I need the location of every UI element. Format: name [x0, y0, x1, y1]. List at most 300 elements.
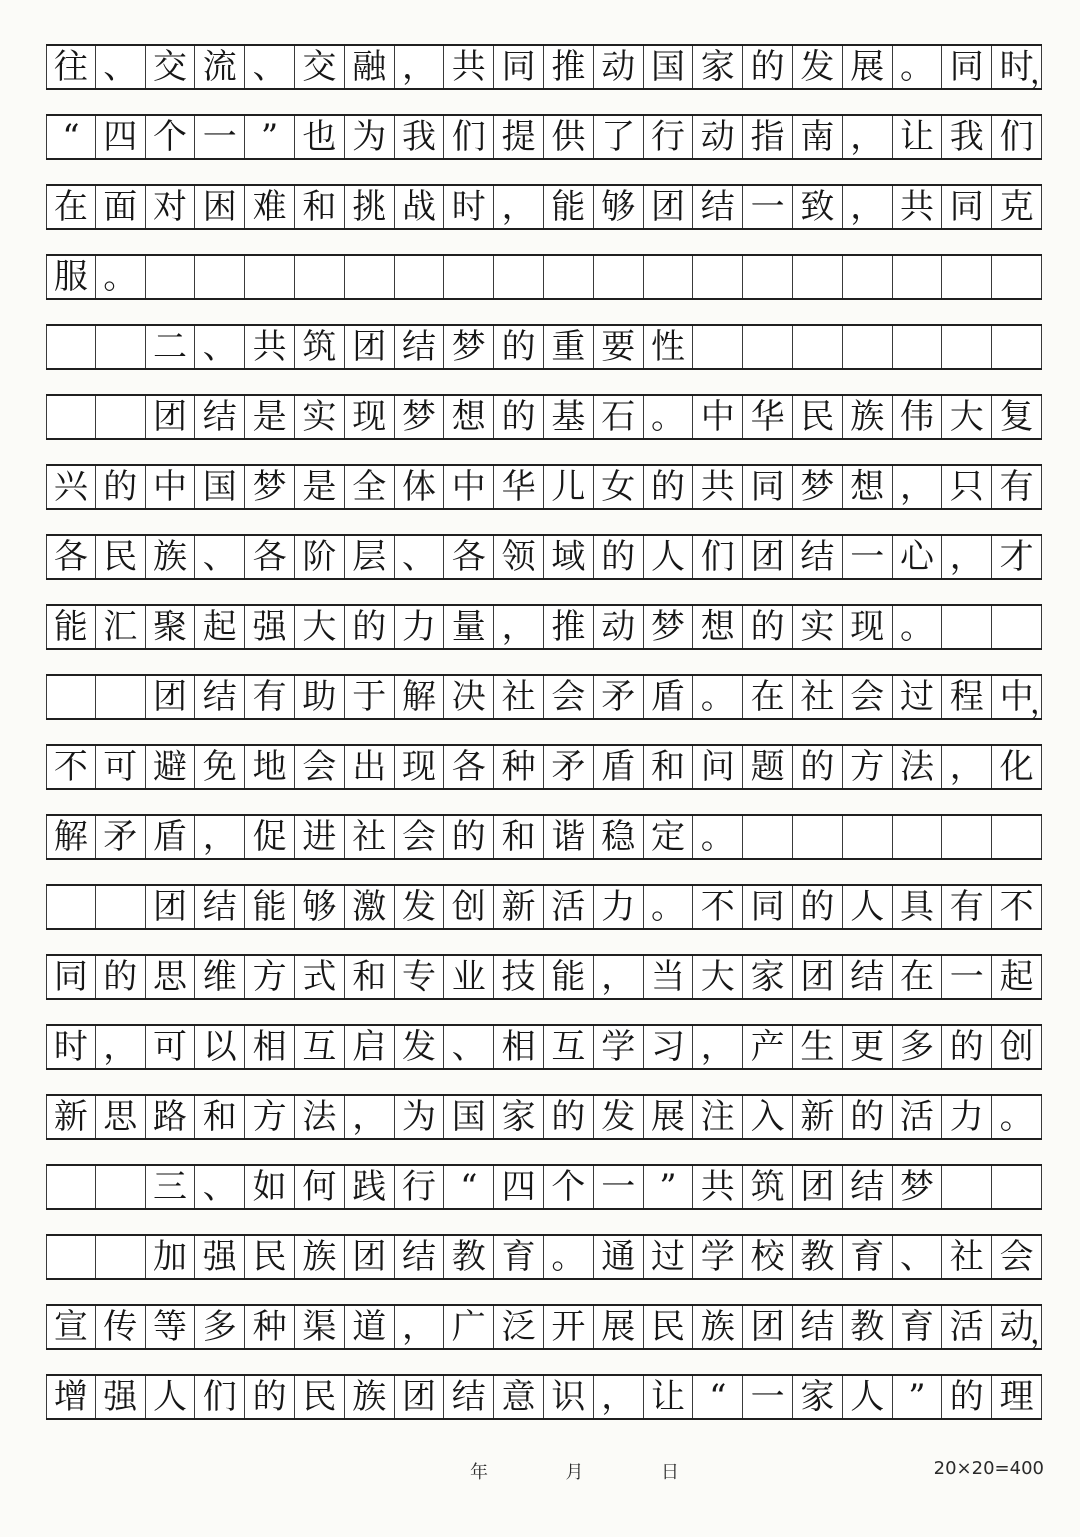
overflow-punctuation: ，	[1030, 56, 1060, 91]
grid-cell: 的	[793, 746, 843, 788]
grid-cell: 强	[96, 1376, 146, 1418]
grid-cell	[843, 326, 893, 368]
year-label: 年	[470, 1462, 490, 1483]
grid-cell: 教	[793, 1236, 843, 1278]
grid-cell: 战	[395, 186, 445, 228]
grid-cell: 于	[345, 676, 395, 718]
grid-cell: 在	[743, 676, 793, 718]
grid-cell: 有	[942, 886, 992, 928]
grid-cell	[992, 606, 1042, 648]
grid-cell: 注	[693, 1096, 743, 1138]
grid-cell: 复	[992, 396, 1042, 438]
grid-cell: 个	[544, 1166, 594, 1208]
grid-cell: 结	[793, 1306, 843, 1348]
grid-cell: 团	[146, 886, 196, 928]
grid-cell: 的	[843, 1096, 893, 1138]
grid-cell	[96, 396, 146, 438]
grid-cell: 梦	[793, 466, 843, 508]
grid-cell: 会	[843, 676, 893, 718]
grid-cell: 民	[96, 536, 146, 578]
grid-cell: 化	[992, 746, 1042, 788]
grid-cell: 团	[793, 956, 843, 998]
grid-cell: 会	[544, 676, 594, 718]
grid-cell: 能	[46, 606, 96, 648]
grid-cell: 多	[893, 1026, 943, 1068]
grid-cell: 增	[46, 1376, 96, 1418]
grid-cell: 提	[494, 116, 544, 158]
grid-cell: ，	[594, 956, 644, 998]
grid-cell: ，	[494, 606, 544, 648]
grid-cell	[992, 816, 1042, 858]
grid-row	[46, 534, 1042, 580]
grid-cell: 产	[743, 1026, 793, 1068]
grid-cell: 全	[345, 466, 395, 508]
grid-cell: 方	[245, 956, 295, 998]
grid-cell: 免	[195, 746, 245, 788]
grid-cell: 汇	[96, 606, 146, 648]
grid-cell	[793, 256, 843, 298]
grid-cell: 同	[942, 186, 992, 228]
grid-cell: 能	[544, 186, 594, 228]
grid-cell: 域	[544, 536, 594, 578]
grid-cell: 大	[295, 606, 345, 648]
grid-cell: 过	[644, 1236, 694, 1278]
grid-cell: 过	[893, 676, 943, 718]
grid-cell	[743, 326, 793, 368]
grid-cell: 式	[295, 956, 345, 998]
grid-cell: 同	[743, 466, 793, 508]
grid-cell: 想	[444, 396, 494, 438]
grid-cell: 有	[245, 676, 295, 718]
grid-cell: 力	[395, 606, 445, 648]
grid-cell: 、	[245, 46, 295, 88]
grid-cell: 一	[743, 186, 793, 228]
grid-cell	[96, 326, 146, 368]
grid-cell: 想	[693, 606, 743, 648]
grid-cell: 交	[295, 46, 345, 88]
grid-cell: 融	[345, 46, 395, 88]
grid-row	[46, 1024, 1042, 1070]
grid-cell: 层	[345, 536, 395, 578]
grid-cell	[893, 816, 943, 858]
grid-cell: 族	[693, 1306, 743, 1348]
grid-cell: 要	[594, 326, 644, 368]
grid-cell: 家	[793, 1376, 843, 1418]
grid-cell	[843, 816, 893, 858]
grid-cell: 人	[843, 886, 893, 928]
grid-cell: 中	[992, 676, 1042, 718]
grid-cell	[843, 256, 893, 298]
grid-cell: 是	[295, 466, 345, 508]
date-line	[470, 1458, 681, 1484]
grid-cell: “	[46, 116, 96, 158]
grid-row	[46, 114, 1042, 160]
grid-cell: 结	[843, 1166, 893, 1208]
grid-cell	[46, 396, 96, 438]
grid-cell: 人	[644, 536, 694, 578]
grid-cell: 和	[644, 746, 694, 788]
grid-cell: 的	[743, 606, 793, 648]
grid-cell	[245, 256, 295, 298]
grid-row	[46, 464, 1042, 510]
grid-cell: 可	[146, 1026, 196, 1068]
grid-cell: 服	[46, 256, 96, 298]
grid-cell: 思	[96, 1096, 146, 1138]
grid-cell: 华	[743, 396, 793, 438]
grid-cell: 一	[843, 536, 893, 578]
grid-cell: 方	[843, 746, 893, 788]
grid-cell: 伟	[893, 396, 943, 438]
grid-cell: 、	[195, 1166, 245, 1208]
grid-cell: 通	[594, 1236, 644, 1278]
grid-cell	[46, 676, 96, 718]
grid-cell: 二	[146, 326, 196, 368]
grid-cell: 出	[345, 746, 395, 788]
grid-cell: 共	[893, 186, 943, 228]
grid-cell: 决	[444, 676, 494, 718]
grid-cell: 学	[594, 1026, 644, 1068]
grid-cell: 时	[46, 1026, 96, 1068]
grid-spec: 20×20=400	[933, 1458, 1044, 1479]
grid-cell: 、	[195, 536, 245, 578]
grid-cell: 盾	[594, 746, 644, 788]
grid-cell: 的	[345, 606, 395, 648]
grid-cell: 强	[195, 1236, 245, 1278]
grid-cell: 民	[295, 1376, 345, 1418]
grid-cell: 结	[195, 676, 245, 718]
grid-cell	[594, 256, 644, 298]
grid-cell: 梦	[395, 396, 445, 438]
grid-cell: 教	[843, 1306, 893, 1348]
grid-cell	[146, 256, 196, 298]
grid-cell: ”	[245, 116, 295, 158]
grid-cell: 动	[594, 46, 644, 88]
grid-cell: 各	[46, 536, 96, 578]
grid-cell: 入	[743, 1096, 793, 1138]
grid-cell: 相	[494, 1026, 544, 1068]
grid-cell: ，	[494, 186, 544, 228]
grid-cell: 现	[395, 746, 445, 788]
grid-cell: 和	[494, 816, 544, 858]
grid-cell: 等	[146, 1306, 196, 1348]
grid-cell: 种	[494, 746, 544, 788]
grid-cell: 阶	[295, 536, 345, 578]
grid-cell	[295, 256, 345, 298]
grid-cell: 不	[693, 886, 743, 928]
grid-cell: 理	[992, 1376, 1042, 1418]
grid-cell: 、	[96, 46, 146, 88]
grid-cell: 家	[743, 956, 793, 998]
grid-cell: 创	[444, 886, 494, 928]
grid-cell	[942, 606, 992, 648]
grid-cell: 往	[46, 46, 96, 88]
grid-cell: 起	[992, 956, 1042, 998]
grid-cell: 一	[195, 116, 245, 158]
grid-cell: 团	[644, 186, 694, 228]
month-label: 月	[565, 1462, 586, 1483]
grid-cell: 现	[843, 606, 893, 648]
grid-cell: 聚	[146, 606, 196, 648]
grid-cell: 指	[743, 116, 793, 158]
grid-cell: 各	[245, 536, 295, 578]
grid-cell: 的	[96, 956, 146, 998]
grid-cell: 当	[644, 956, 694, 998]
grid-cell: 南	[793, 116, 843, 158]
grid-cell: 助	[295, 676, 345, 718]
grid-cell: 强	[245, 606, 295, 648]
grid-cell: 。	[644, 396, 694, 438]
grid-cell	[96, 676, 146, 718]
grid-cell: 传	[96, 1306, 146, 1348]
grid-cell: 们	[195, 1376, 245, 1418]
grid-cell: 也	[295, 116, 345, 158]
grid-cell: “	[693, 1376, 743, 1418]
grid-cell	[693, 256, 743, 298]
grid-cell: 如	[245, 1166, 295, 1208]
grid-cell: 个	[146, 116, 196, 158]
grid-cell: 心	[893, 536, 943, 578]
grid-cell: 广	[444, 1306, 494, 1348]
grid-cell: 共	[444, 46, 494, 88]
grid-cell: 中	[444, 466, 494, 508]
sheet-footer	[0, 1458, 1080, 1488]
grid-cell: 发	[395, 1026, 445, 1068]
grid-cell: 在	[46, 186, 96, 228]
grid-cell: 各	[444, 536, 494, 578]
grid-cell: 大	[693, 956, 743, 998]
grid-cell: 解	[395, 676, 445, 718]
grid-cell: 让	[893, 116, 943, 158]
grid-cell: 同	[743, 886, 793, 928]
grid-cell: 团	[395, 1376, 445, 1418]
grid-row	[46, 1234, 1042, 1280]
overflow-punctuation: ，	[1030, 686, 1060, 721]
grid-cell: 学	[693, 1236, 743, 1278]
grid-cell	[644, 256, 694, 298]
grid-cell: 结	[195, 396, 245, 438]
grid-cell: 新	[793, 1096, 843, 1138]
grid-cell	[444, 256, 494, 298]
grid-cell: 结	[693, 186, 743, 228]
grid-cell: 激	[345, 886, 395, 928]
grid-cell: 够	[594, 186, 644, 228]
grid-cell: 们	[444, 116, 494, 158]
grid-cell: 石	[594, 396, 644, 438]
grid-cell: 同	[494, 46, 544, 88]
grid-cell: ，	[345, 1096, 395, 1138]
grid-cell: 的	[96, 466, 146, 508]
grid-cell: 稳	[594, 816, 644, 858]
grid-cell: 团	[793, 1166, 843, 1208]
grid-cell: 重	[544, 326, 594, 368]
grid-cell: 我	[942, 116, 992, 158]
grid-cell: 克	[992, 186, 1042, 228]
grid-cell: 以	[195, 1026, 245, 1068]
grid-cell: 结	[843, 956, 893, 998]
grid-row	[46, 814, 1042, 860]
grid-cell: ，	[693, 1026, 743, 1068]
grid-cell	[395, 256, 445, 298]
grid-row	[46, 1164, 1042, 1210]
grid-cell	[195, 256, 245, 298]
grid-cell: 活	[942, 1306, 992, 1348]
grid-row	[46, 184, 1042, 230]
grid-cell: 泛	[494, 1306, 544, 1348]
grid-cell: 团	[146, 396, 196, 438]
grid-cell: 团	[743, 1306, 793, 1348]
grid-cell: 各	[444, 746, 494, 788]
grid-cell	[942, 256, 992, 298]
grid-cell: 三	[146, 1166, 196, 1208]
grid-cell: 的	[942, 1026, 992, 1068]
grid-cell: 人	[843, 1376, 893, 1418]
grid-cell: 法	[295, 1096, 345, 1138]
grid-cell: 挑	[345, 186, 395, 228]
grid-cell: 、	[195, 326, 245, 368]
grid-cell	[46, 326, 96, 368]
grid-cell: 。	[544, 1236, 594, 1278]
grid-cell: 题	[743, 746, 793, 788]
grid-cell	[46, 1236, 96, 1278]
grid-cell: 育	[494, 1236, 544, 1278]
grid-cell: 基	[544, 396, 594, 438]
grid-cell: 发	[594, 1096, 644, 1138]
grid-cell	[544, 256, 594, 298]
grid-cell: 活	[893, 1096, 943, 1138]
grid-cell: 发	[793, 46, 843, 88]
grid-cell: 华	[494, 466, 544, 508]
grid-row	[46, 954, 1042, 1000]
grid-cell	[96, 1236, 146, 1278]
grid-cell: 方	[245, 1096, 295, 1138]
grid-cell	[96, 1166, 146, 1208]
grid-cell: ，	[395, 1306, 445, 1348]
grid-cell: 业	[444, 956, 494, 998]
grid-cell: 实	[295, 396, 345, 438]
grid-cell: 家	[494, 1096, 544, 1138]
grid-cell: 们	[693, 536, 743, 578]
grid-cell: 团	[345, 326, 395, 368]
grid-cell: 活	[544, 886, 594, 928]
grid-cell: 有	[992, 466, 1042, 508]
grid-cell: ，	[942, 536, 992, 578]
grid-cell: 、	[893, 1236, 943, 1278]
grid-cell: 结	[195, 886, 245, 928]
grid-cell: 谐	[544, 816, 594, 858]
overflow-punctuation: ，	[1030, 1316, 1060, 1351]
grid-cell: 供	[544, 116, 594, 158]
grid-cell: 交	[146, 46, 196, 88]
grid-cell: 生	[793, 1026, 843, 1068]
grid-cell: 进	[295, 816, 345, 858]
grid-cell: 民	[644, 1306, 694, 1348]
grid-cell: 困	[195, 186, 245, 228]
grid-cell: 梦	[644, 606, 694, 648]
grid-cell: 。	[893, 606, 943, 648]
grid-cell: 解	[46, 816, 96, 858]
grid-cell: 。	[644, 886, 694, 928]
grid-cell: 和	[295, 186, 345, 228]
grid-cell: “	[444, 1166, 494, 1208]
grid-cell: 为	[395, 1096, 445, 1138]
grid-cell: 族	[146, 536, 196, 578]
grid-cell: 宣	[46, 1306, 96, 1348]
grid-cell: 展	[843, 46, 893, 88]
grid-cell: 的	[494, 396, 544, 438]
grid-cell: 我	[395, 116, 445, 158]
grid-row	[46, 674, 1060, 721]
grid-cell: 道	[345, 1306, 395, 1348]
grid-cell: 会	[395, 816, 445, 858]
grid-row	[46, 324, 1042, 370]
grid-cell: 创	[992, 1026, 1042, 1068]
grid-cell	[893, 256, 943, 298]
grid-cell: 促	[245, 816, 295, 858]
grid-cell	[793, 816, 843, 858]
grid-cell: 展	[594, 1306, 644, 1348]
grid-cell: 体	[395, 466, 445, 508]
grid-cell: 种	[245, 1306, 295, 1348]
grid-cell: 法	[893, 746, 943, 788]
grid-cell: 、	[395, 536, 445, 578]
grid-cell: 只	[942, 466, 992, 508]
grid-cell	[743, 256, 793, 298]
grid-cell: 社	[345, 816, 395, 858]
grid-cell: 够	[295, 886, 345, 928]
grid-cell	[992, 1166, 1042, 1208]
grid-cell: ，	[594, 1376, 644, 1418]
grid-cell: 意	[494, 1376, 544, 1418]
grid-cell: 问	[693, 746, 743, 788]
grid-cell	[96, 886, 146, 928]
grid-cell: 避	[146, 746, 196, 788]
grid-cell: 矛	[96, 816, 146, 858]
grid-cell: 中	[693, 396, 743, 438]
grid-cell: 习	[644, 1026, 694, 1068]
grid-cell: 为	[345, 116, 395, 158]
grid-cell: 一	[594, 1166, 644, 1208]
grid-cell: 共	[693, 466, 743, 508]
grid-cell: 让	[644, 1376, 694, 1418]
grid-cell: 了	[594, 116, 644, 158]
grid-cell: 团	[146, 676, 196, 718]
grid-cell: ，	[395, 46, 445, 88]
grid-cell: 会	[992, 1236, 1042, 1278]
grid-cell: 程	[942, 676, 992, 718]
grid-cell: 。	[693, 676, 743, 718]
grid-cell: 时	[992, 46, 1042, 88]
grid-cell	[893, 326, 943, 368]
grid-cell: 国	[444, 1096, 494, 1138]
grid-cell: 团	[743, 536, 793, 578]
grid-cell: 矛	[594, 676, 644, 718]
grid-cell: 动	[992, 1306, 1042, 1348]
grid-cell: ”	[644, 1166, 694, 1208]
grid-cell: 力	[942, 1096, 992, 1138]
grid-cell: 社	[793, 676, 843, 718]
grid-cell: 四	[96, 116, 146, 158]
grid-row	[46, 1304, 1060, 1351]
grid-cell: 对	[146, 186, 196, 228]
grid-cell: 结	[793, 536, 843, 578]
grid-row	[46, 1094, 1042, 1140]
grid-row	[46, 254, 1042, 300]
grid-cell	[992, 256, 1042, 298]
grid-cell: 四	[494, 1166, 544, 1208]
grid-cell: 推	[544, 606, 594, 648]
grid-cell: 和	[345, 956, 395, 998]
grid-cell: 才	[992, 536, 1042, 578]
